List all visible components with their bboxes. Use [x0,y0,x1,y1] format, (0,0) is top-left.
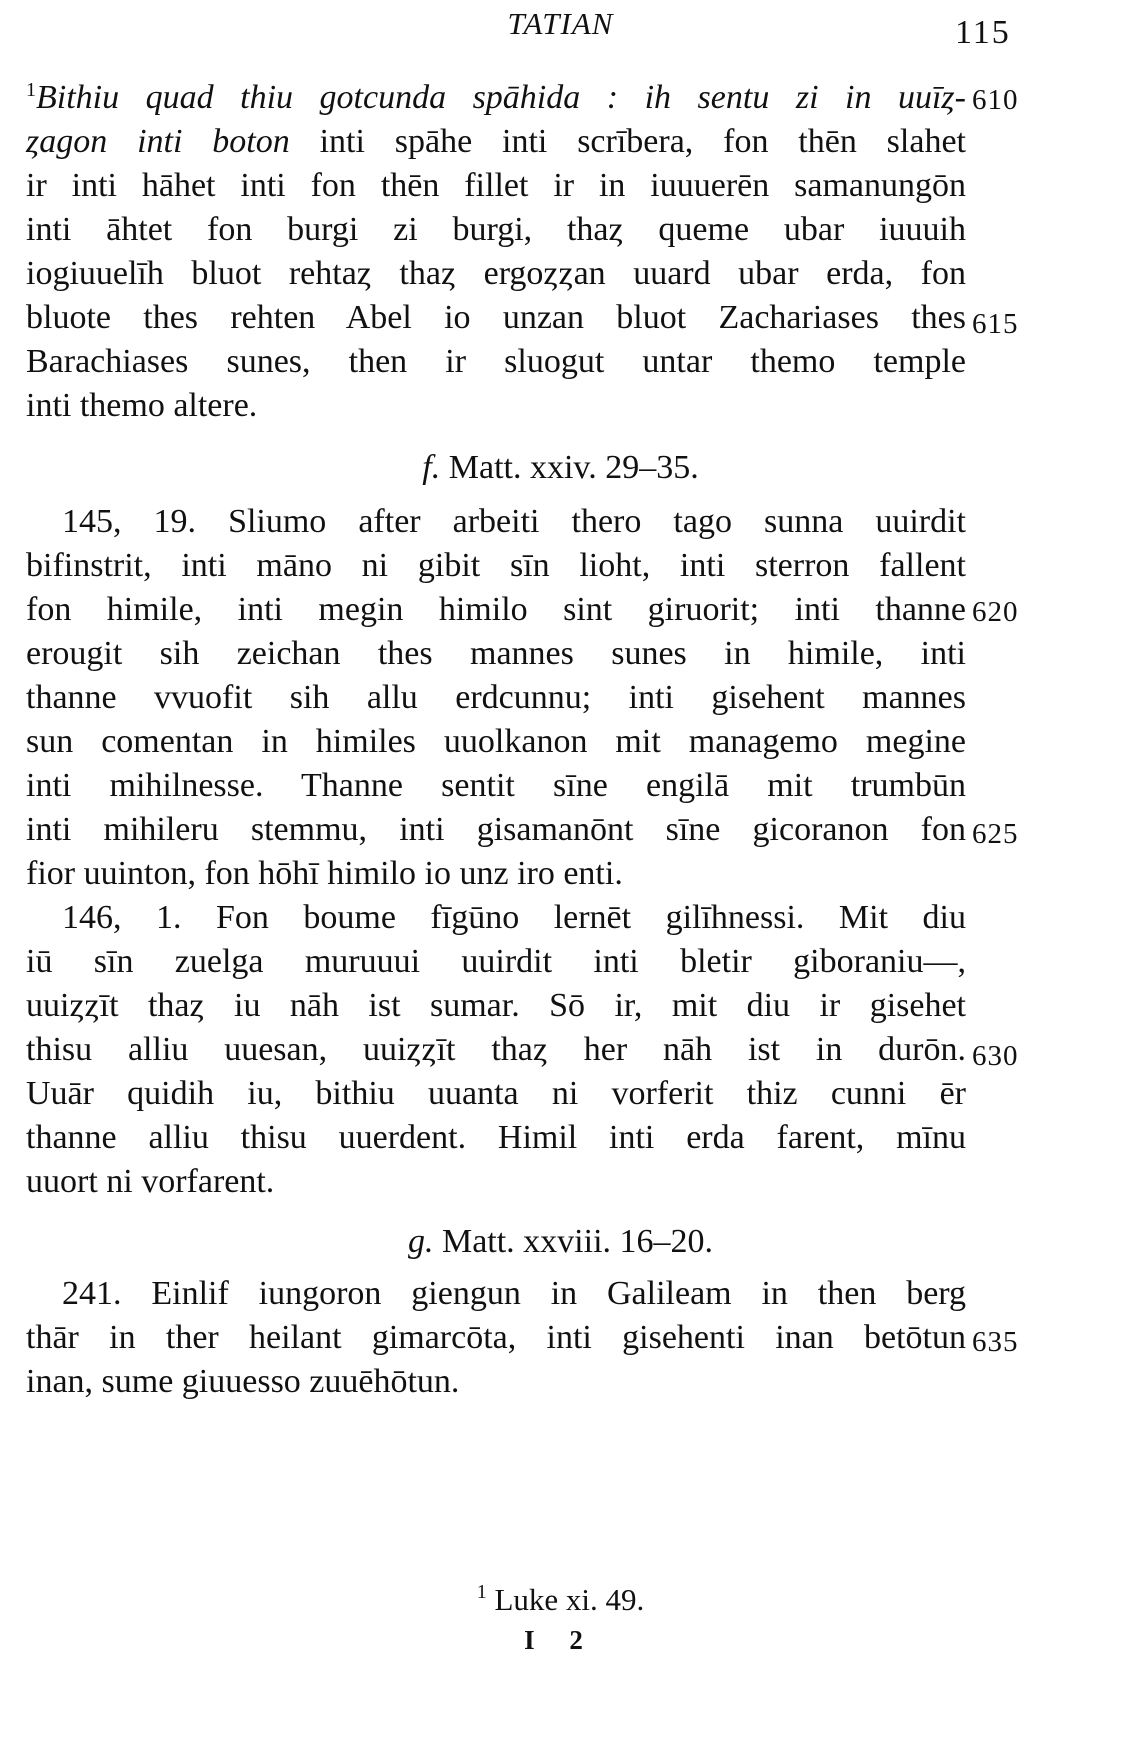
line-number: 625 [972,818,1019,850]
running-title: TATIAN [507,6,614,41]
text-line: inti mihileru stemmu, inti gisamanōnt sīne gicoranon fon [26,811,966,848]
text-line: inti mihilnesse. Thanne sentit sīne engilā mit trumbūn [26,767,966,804]
italic-text: Bithiu quad thiu gotcunda spāhida : ih sentu zi in uuīȥ- [36,79,966,116]
text-line: Uuār quidih iu, bithiu uuanta ni vorferit thiz cunni ēr [26,1075,966,1112]
text-line: uuiȥȥīt thaȥ iu nāh ist sumar. Sō ir, mit diu ir gisehet [26,987,966,1024]
line-number: 635 [972,1326,1019,1358]
heading-text: Matt. xxiv. 29–35. [448,449,699,486]
page-number: 115 [955,14,1011,51]
text-line: fon himile, inti megin himilo sint giruorit; inti thanne [26,591,966,628]
text-line: bluote thes rehten Abel io unzan bluot Zachariases thes [26,299,966,336]
text-line: inan, sume giuuesso zuuēhōtun. [26,1363,460,1400]
text-line: Barachiases sunes, then ir sluogut untar themo temple [26,343,966,380]
text-line: thisu alliu uuesan, uuiȥȥīt thaȥ her nāh ist in durōn. [26,1031,966,1068]
text-line: erougit sih zeichan thes mannes sunes in himile, inti [26,635,966,672]
footnote-marker: 1 [476,1581,487,1603]
signature-mark: I 2 [524,1625,597,1655]
line-number: 610 [972,84,1019,116]
section-heading [0,1222,1121,1262]
italic-text: ȥagon inti boton [26,123,290,160]
text-line [26,78,966,118]
line-number: 630 [972,1040,1019,1072]
heading-text: Matt. xxviii. 16–20. [441,1223,714,1260]
text-line: ir inti hāhet inti fon thēn fillet ir in iuuuerēn samanungōn [26,167,966,204]
text-line: iū sīn zuelga muruuui uuirdit inti bletir giboraniu—, [26,943,966,980]
text-segment: inti spāhe inti scrībera, fon thēn slahet [289,123,966,160]
text-line: uuort ni vorfarent. [26,1163,275,1200]
text-line [26,122,966,162]
text-line: iogiuuelīh bluot rehtaȥ thaȥ ergoȥȥan uuard ubar erda, fon [26,255,966,292]
text-line: inti themo altere. [26,387,258,424]
text-line: inti āhtet fon burgi zi burgi, thaȥ queme ubar iuuuih [26,211,966,248]
footnote-ref: 1 [26,79,36,101]
text-line: bifinstrit, inti māno ni gibit sīn lioht, inti sterron fallent [26,547,966,584]
line-number: 620 [972,596,1019,628]
section-heading [0,448,1121,488]
text-line: fior uuinton, fon hōhī himilo io unz iro enti. [26,855,623,892]
text-line: 241. Einlif iungoron giengun in Galileam in then berg [62,1275,966,1312]
footnote [0,1580,1121,1620]
text-line: thanne alliu thisu uuerdent. Himil inti erda farent, mīnu [26,1119,966,1156]
line-number: 615 [972,308,1019,340]
text-line: 146, 1. Fon boume fīgūno lernēt gilīhnessi. Mit diu [62,899,966,936]
heading-letter: g. [407,1223,434,1260]
text-line: thanne vvuofit sih allu erdcunnu; inti gisehent mannes [26,679,966,716]
text-line: sun comentan in himiles uuolkanon mit managemo megine [26,723,966,760]
text-line: thār in ther heilant gimarcōta, inti gisehenti inan betōtun [26,1319,966,1356]
text-line: 145, 19. Sliumo after arbeiti thero tago sunna uuirdit [62,503,966,540]
footnote-text: Luke xi. 49. [494,1582,645,1617]
heading-letter: f. [422,449,441,486]
